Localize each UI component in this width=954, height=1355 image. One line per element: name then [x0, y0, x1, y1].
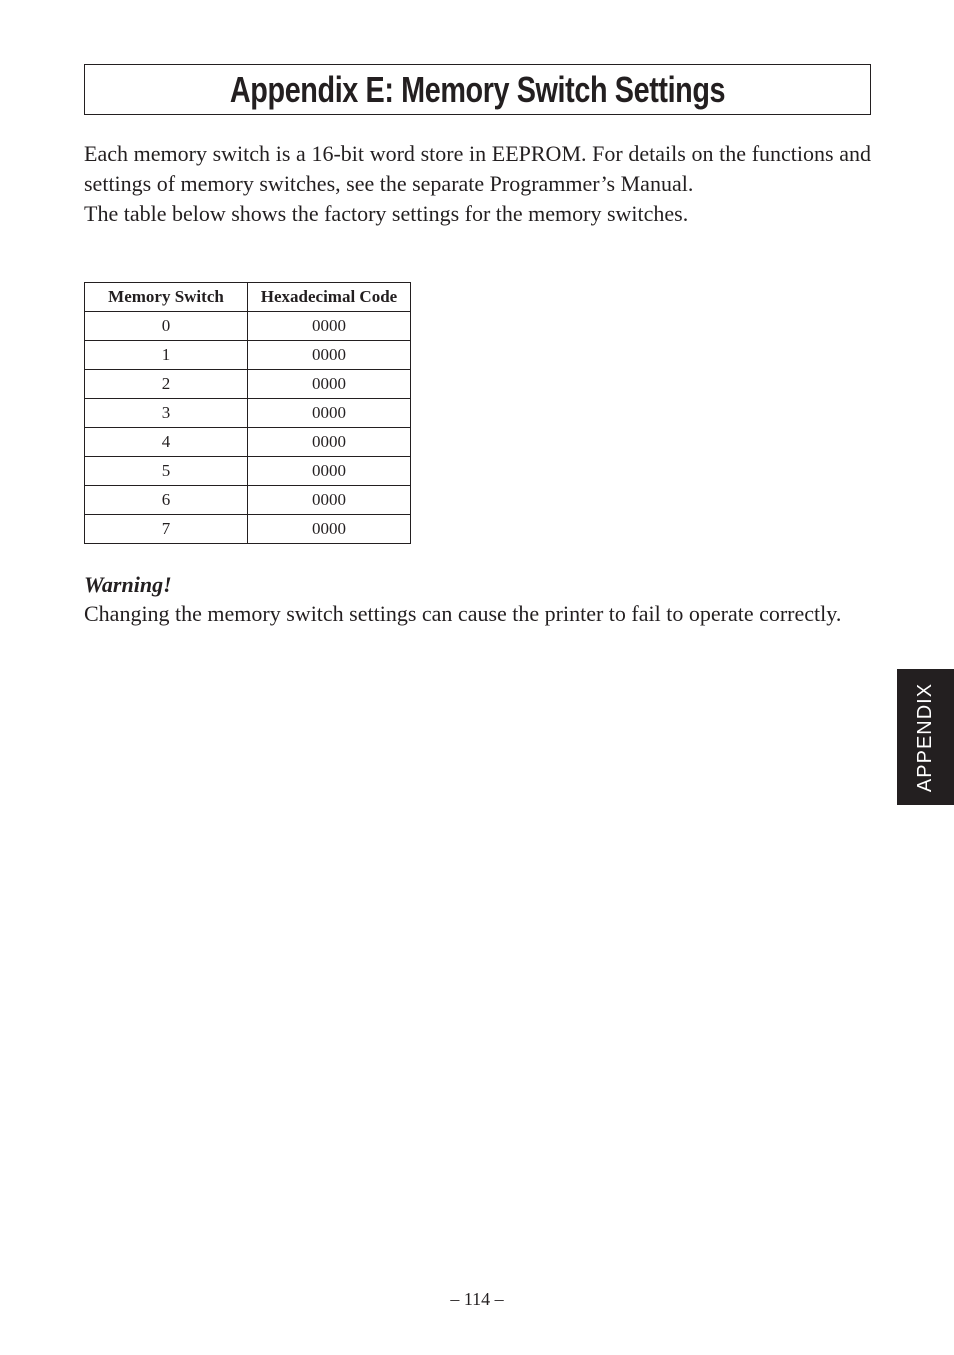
table-row — [85, 486, 411, 515]
page-number: – 114 – — [450, 1289, 504, 1309]
intro-paragraph-2: The table below shows the factory settings for the memory switches. — [84, 201, 689, 226]
table-row — [85, 399, 411, 428]
hex-code-cell: 0000 — [248, 486, 411, 515]
page-title-box — [84, 64, 871, 115]
hex-code-cell: 0000 — [248, 515, 411, 544]
intro-paragraph-1: Each memory switch is a 16-bit word store in EEPROM. For details on the functions and settings of memory switches, see the separate Programmer’s Manual. — [84, 141, 871, 196]
switch-number-cell: 3 — [85, 399, 248, 428]
warning-heading: Warning! — [84, 572, 172, 597]
hex-code-cell: 0000 — [248, 341, 411, 370]
column-header-hexadecimal-code: Hexadecimal Code — [248, 283, 411, 312]
hex-code-cell: 0000 — [248, 428, 411, 457]
page-title: Appendix E: Memory Switch Settings — [229, 68, 726, 110]
hex-code-cell: 0000 — [248, 457, 411, 486]
table-row — [85, 515, 411, 544]
column-header-memory-switch: Memory Switch — [85, 283, 248, 312]
table-row — [85, 341, 411, 370]
hex-code-cell: 0000 — [248, 370, 411, 399]
switch-number-cell: 0 — [85, 312, 248, 341]
table-header-row — [85, 283, 411, 312]
side-tab-label: APPENDIX — [914, 682, 936, 792]
table-row — [85, 370, 411, 399]
table-row — [85, 312, 411, 341]
switch-number-cell: 2 — [85, 370, 248, 399]
memory-switch-table — [84, 282, 411, 544]
appendix-side-tab — [897, 669, 954, 805]
intro-text — [84, 139, 871, 229]
table-row — [85, 457, 411, 486]
hex-code-cell: 0000 — [248, 399, 411, 428]
switch-number-cell: 7 — [85, 515, 248, 544]
memory-switch-table-wrapper — [84, 282, 411, 544]
switch-number-cell: 5 — [85, 457, 248, 486]
switch-number-cell: 6 — [85, 486, 248, 515]
warning-text: Changing the memory switch settings can cause the printer to fail to operate correctly. — [84, 601, 842, 626]
hex-code-cell: 0000 — [248, 312, 411, 341]
switch-number-cell: 4 — [85, 428, 248, 457]
switch-number-cell: 1 — [85, 341, 248, 370]
table-row — [85, 428, 411, 457]
